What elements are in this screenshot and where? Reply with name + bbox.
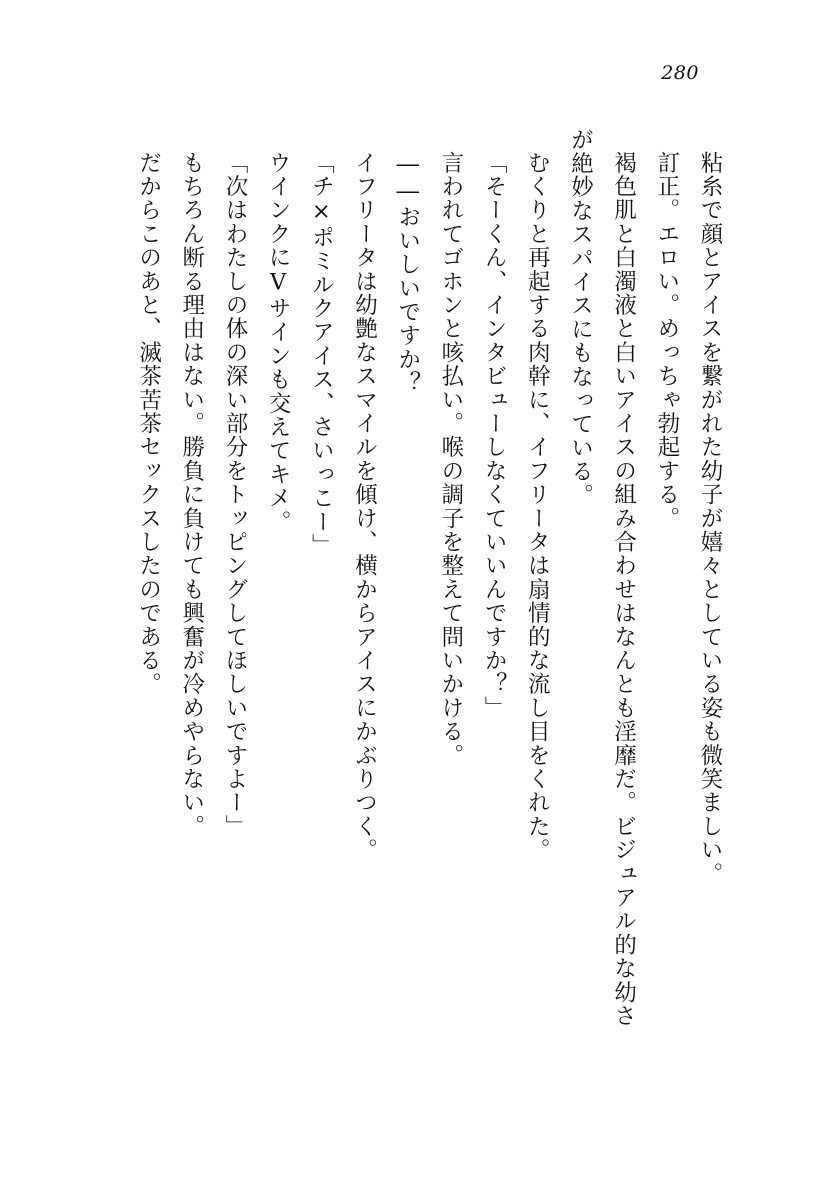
body-line: ――おいしいですか？ (394, 150, 421, 395)
body-line: 言われてゴホンと咳払い。喉の調子を整えて問いかける。 (437, 150, 464, 767)
body-line: イフリータは幼艶なスマイルを傾け、横からアイスにかぶりつく。 (351, 150, 378, 862)
body-line: 「次はわたしの体の深い部分をトッピングしてほしいですよー」 (221, 150, 248, 838)
body-line: 訂正。エロい。めっちゃ勃起する。 (653, 150, 680, 530)
body-line: 「チ×ポミルクアイス、さいっこー」 (308, 150, 335, 557)
body-line: だからこのあと、滅茶苦茶セックスしたのである。 (135, 150, 162, 696)
body-line: 「そーくん、インタビューしなくていいんですか？」 (481, 150, 508, 720)
page-number: 280 (661, 62, 699, 84)
body-line: ウインクにVサインも交えてキメ。 (265, 150, 292, 534)
page-body-text (111, 128, 731, 1088)
body-line: むくりと再起する肉幹に、イフリータは扇情的な流し目をくれた。 (524, 150, 551, 862)
body-line: もちろん断る理由はない。勝負に負けても興奮が冷めやらない。 (178, 150, 205, 838)
body-line: が絶妙なスパイスにもなっている。 (567, 128, 594, 508)
body-line: 褐色肌と白濁液と白いアイスの組み合わせはなんとも淫靡だ。ビジュアル的な幼さ (610, 150, 637, 1028)
body-line: 粘糸で顔とアイスを繋がれた幼子が嬉々としている姿も微笑ましい。 (697, 150, 723, 886)
